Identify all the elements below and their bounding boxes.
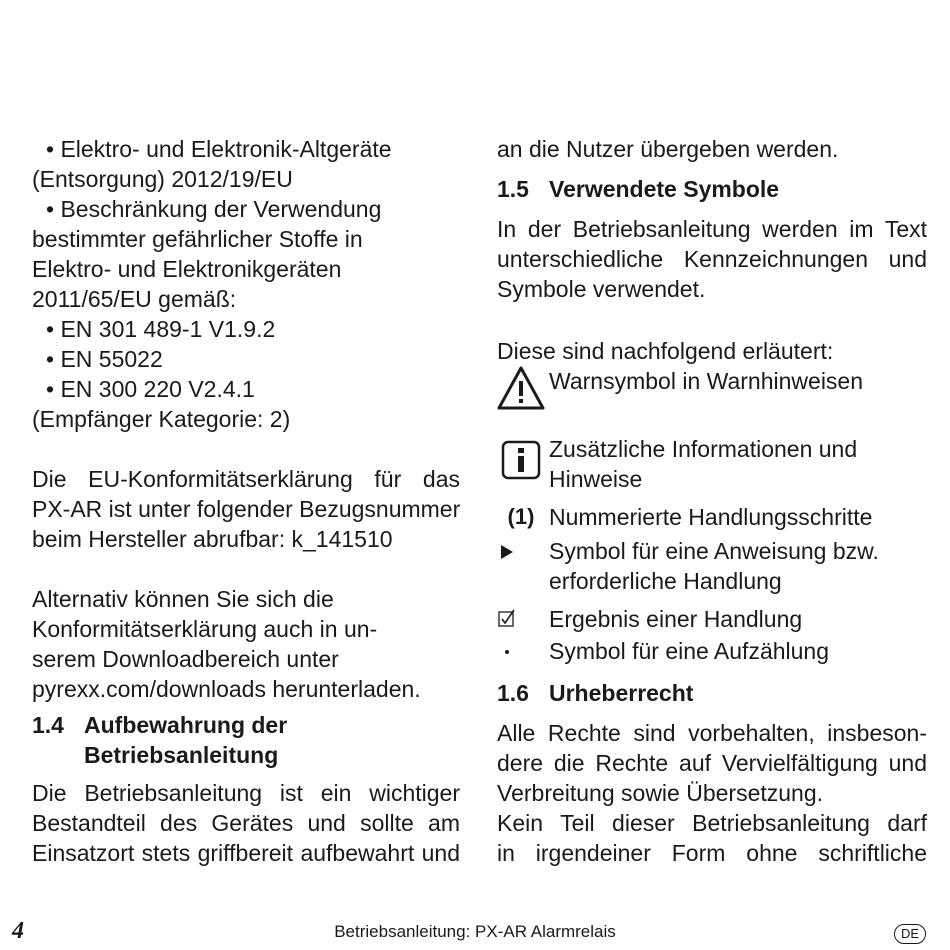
play-triangle-icon bbox=[497, 545, 517, 559]
list-item: • EN 301 489-1 V1.9.2 bbox=[46, 316, 276, 342]
list-item: • EN 300 220 V2.4.1 bbox=[46, 376, 255, 402]
section-title-line: Betriebsanleitung bbox=[84, 742, 279, 768]
section-number: 1.6 bbox=[497, 680, 529, 706]
symbol-description: Warnsymbol in Warnhinweisen bbox=[549, 368, 864, 394]
symbol-description: Hinweise bbox=[549, 466, 643, 492]
list-item-continuation: (Entsorgung) 2012/19/EU bbox=[32, 166, 293, 192]
symbol-description: erforderliche Handlung bbox=[549, 568, 782, 594]
info-icon bbox=[497, 440, 545, 480]
section-title-line: Aufbewahrung der bbox=[84, 712, 288, 738]
list-item-continuation: bestimmter gefährlicher Stoffe in bbox=[32, 226, 363, 252]
paragraph-line: PX-AR ist unter folgender Bezugsnummer bbox=[32, 496, 461, 522]
symbol-row-result bbox=[497, 604, 927, 634]
paragraph-line: In der Betriebsanleitung werden im Text bbox=[497, 216, 927, 242]
paragraph-line: Diese sind nachfolgend erläutert: bbox=[497, 338, 834, 364]
list-item: • Elektro- und Elektronik-Altgeräte bbox=[46, 136, 392, 162]
section-title: Urheberrecht bbox=[549, 680, 694, 706]
bullet-icon bbox=[497, 649, 517, 655]
symbol-description: Zusätzliche Informationen und bbox=[549, 436, 858, 462]
paragraph-line: Alternativ können Sie sich die bbox=[32, 586, 334, 612]
symbol-row-instruction bbox=[497, 536, 927, 596]
warning-triangle-icon bbox=[497, 366, 545, 410]
symbol-description: Symbol für eine Aufzählung bbox=[549, 638, 830, 664]
paragraph-line: Die EU-Konformitätserklärung für das bbox=[32, 466, 460, 492]
list-item: • Beschränkung der Verwendung bbox=[46, 196, 382, 222]
list-item-continuation: (Empfänger Kategorie: 2) bbox=[32, 406, 291, 432]
paragraph-line: Kein Teil dieser Betriebsanleitung darf bbox=[497, 810, 927, 836]
symbol-row-list bbox=[497, 636, 927, 666]
paragraph-line: Symbole verwendet. bbox=[497, 276, 706, 302]
numbered-step-symbol: (1) bbox=[507, 504, 535, 529]
paragraph-line: Bestandteil des Gerätes und sollte am bbox=[32, 810, 460, 836]
symbol-description: Symbol für eine Anweisung bzw. bbox=[549, 538, 879, 564]
section-number: 1.5 bbox=[497, 176, 529, 202]
paragraph-line: an die Nutzer übergeben werden. bbox=[497, 136, 839, 162]
section-number: 1.4 bbox=[32, 712, 64, 738]
paragraph-line: dere die Rechte auf Vervielfältigung und bbox=[497, 750, 927, 776]
language-badge: DE bbox=[894, 924, 926, 944]
paragraph-line: Verbreitung sowie Übersetzung. bbox=[497, 780, 824, 806]
list-item-continuation: Elektro- und Elektronikgeräten bbox=[32, 256, 342, 282]
list-item-continuation: 2011/65/EU gemäß: bbox=[32, 286, 237, 312]
list-item: • EN 55022 bbox=[46, 346, 163, 372]
paragraph-line: Alle Rechte sind vorbehalten, insbeson- bbox=[497, 720, 927, 746]
page-number: 4 bbox=[12, 918, 24, 944]
checkbox-checked-icon bbox=[497, 609, 517, 627]
section-heading-1-6 bbox=[497, 678, 927, 708]
paragraph-line: beim Hersteller abrufbar: k_141510 bbox=[32, 526, 393, 552]
footer-title: Betriebsanleitung: PX-AR Alarmrelais bbox=[334, 922, 616, 941]
paragraph-line: Die Betriebsanleitung ist ein wichtiger bbox=[32, 780, 460, 806]
section-heading-1-5 bbox=[497, 174, 927, 204]
paragraph-line: Konformitätserklärung auch in un- bbox=[32, 616, 378, 642]
symbol-description: Nummerierte Handlungsschritte bbox=[549, 504, 873, 530]
paragraph-line: serem Downloadbereich unter bbox=[32, 646, 339, 672]
section-heading-1-4 bbox=[32, 710, 460, 770]
left-column bbox=[32, 134, 460, 868]
symbol-row-numbered bbox=[497, 502, 927, 532]
paragraph-line: Einsatzort stets griffbereit aufbewahrt und bbox=[32, 840, 460, 866]
paragraph-line: in irgendeiner Form ohne schriftliche bbox=[497, 840, 927, 866]
symbol-description: Ergebnis einer Handlung bbox=[549, 606, 803, 632]
paragraph-line: unterschiedliche Kennzeichnungen und bbox=[497, 246, 927, 272]
right-column bbox=[497, 134, 927, 868]
section-title: Verwendete Symbole bbox=[549, 176, 780, 202]
symbol-row-info bbox=[497, 434, 927, 494]
symbol-row-warning bbox=[497, 366, 927, 428]
paragraph-line: pyrexx.com/downloads herunterladen. bbox=[32, 676, 421, 702]
